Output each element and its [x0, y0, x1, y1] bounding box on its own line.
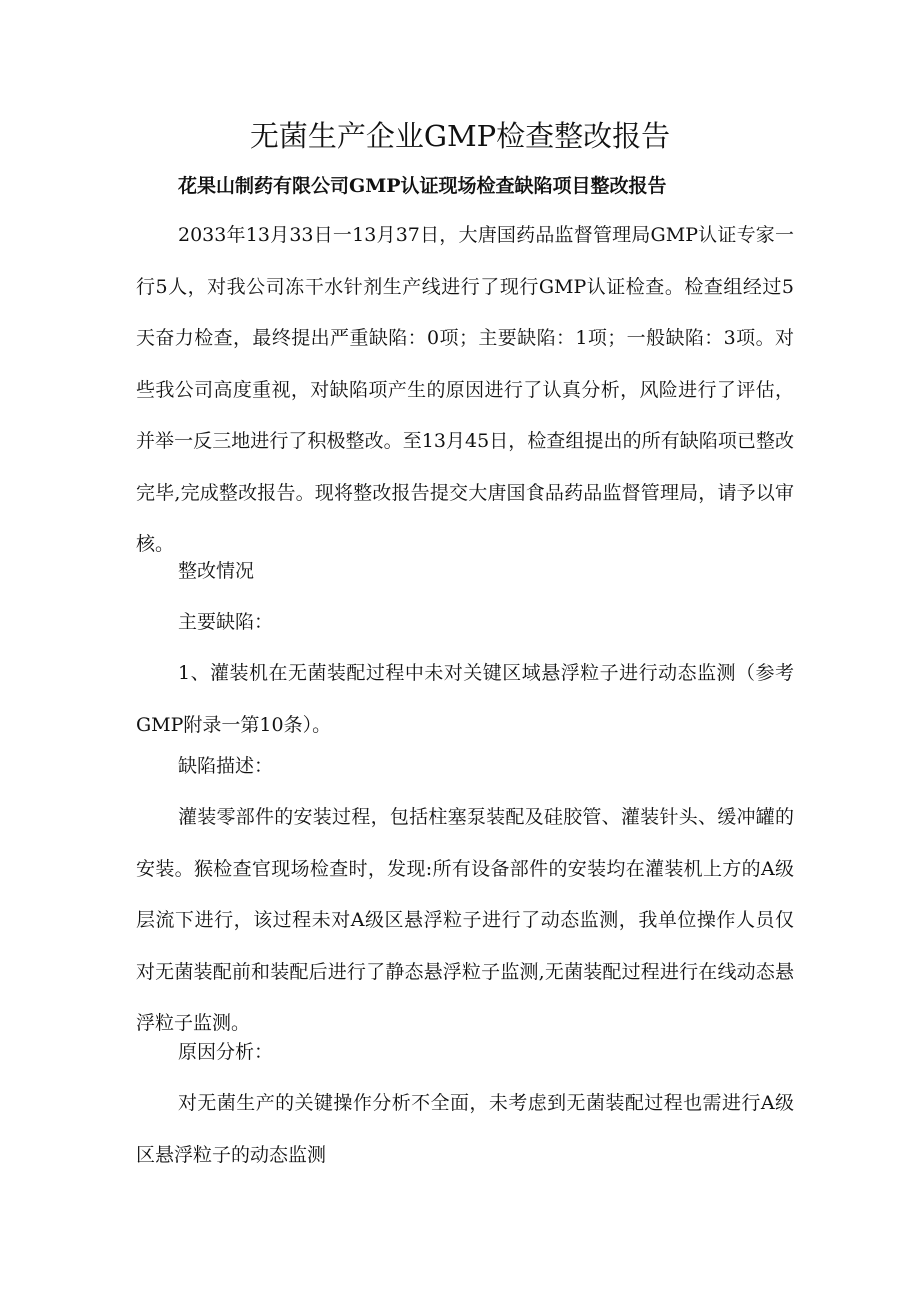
cause-analysis-heading: 原因分析： — [178, 1041, 274, 1063]
report-subtitle: 花果山制药有限公司GMP认证现场检查缺陷项目整改报告 — [178, 175, 667, 197]
intro-paragraph: 2033年13月33日一13月37日，大唐国药品监督管理局GMP认证专家一行5人，对我公司冻干水针剂生产线进行了现行GMP认证检查。检查组经过5天奋力检查，最终提出严重缺陷：0项；主要缺陷：1项；一般缺陷：3项。对些我公司高度重视，对缺陷项产生的原因进行了认真分析，风险进行了评估，并举一反三地进行了积极整改。至13月45日，检查组提出的所有缺陷项已整改完毕,完成整改报告。现将整改报告提交大唐国食品药品监督管理局，请予以审核。 — [136, 224, 794, 555]
cause-analysis-paragraph: 对无菌生产的关键操作分析不全面，未考虑到无菌装配过程也需进行A级区悬浮粒子的动态监测 — [136, 1092, 794, 1166]
major-defects-heading: 主要缺陷： — [178, 611, 274, 633]
defect-item-1: 1、灌装机在无菌装配过程中未对关键区域悬浮粒子进行动态监测（参考GMP附录一第10条）。 — [136, 662, 794, 736]
defect-description-heading: 缺陷描述： — [178, 755, 274, 777]
section-heading-rectification: 整改情况 — [178, 560, 255, 582]
document-title: 无菌生产企业GMP检查整改报告 — [249, 119, 671, 153]
defect-description-paragraph: 灌装零部件的安装过程，包括柱塞泵装配及硅胶管、灌装针头、缓冲罐的安装。猴检查官现场检查时，发现:所有设备部件的安装均在灌装机上方的A级层流下进行，该过程未对A级区悬浮粒子进行了动态监测，我单位操作人员仅对无菌装配前和装配后进行了静态悬浮粒子监测,无菌装配过程进行在线动态悬浮粒子监测。 — [136, 806, 794, 1034]
